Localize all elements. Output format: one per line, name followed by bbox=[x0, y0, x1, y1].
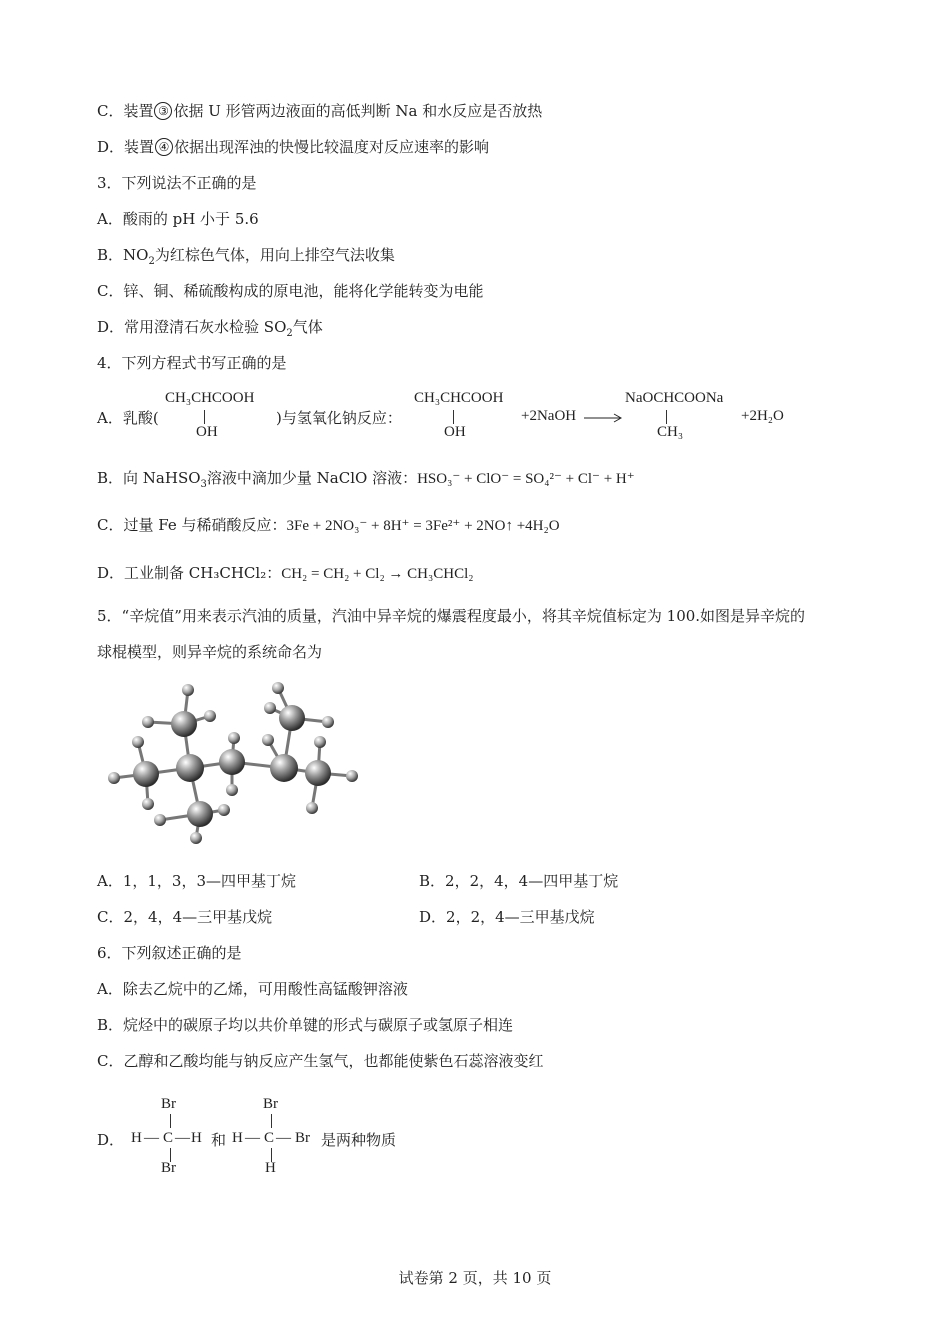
q4-option-b: B．向 NaHSO$_3$溶液中滴加少量 NaClO 溶液：HSO₃⁻ + ClO⁻ = SO₄²⁻ + Cl⁻ + H⁺ bbox=[97, 469, 635, 490]
bond-line bbox=[666, 410, 667, 424]
q5-option-a: A．1，1，3，3—四甲基丁烷 bbox=[97, 872, 297, 890]
circled-number: ③ bbox=[154, 102, 172, 120]
q4-option-b-equation: HSO₃⁻ + ClO⁻ = SO₄²⁻ + Cl⁻ + H⁺ bbox=[417, 471, 635, 487]
naoh-reagent: +2NaOH bbox=[521, 408, 577, 424]
q5-option-c: C．2，4，4—三甲基戊烷 bbox=[97, 908, 273, 926]
bond-dash: — bbox=[175, 1130, 190, 1146]
sodium-lactate-product-bottom: CH₃ bbox=[657, 424, 684, 440]
bond-line bbox=[453, 410, 454, 424]
q6-option-d-and: 和 bbox=[211, 1131, 227, 1149]
q6-option-d-label: D． bbox=[97, 1131, 125, 1149]
q4-stem: 4．下列方程式书写正确的是 bbox=[97, 354, 287, 372]
bond-line bbox=[271, 1114, 272, 1128]
q2-option-c: C．装置 ③ 依据 U 形管两边液面的高低判断 Na 和水反应是否放热 bbox=[97, 102, 543, 120]
q6-option-b: B．烷烃中的碳原子均以共价单键的形式与碳原子或氢原子相连 bbox=[97, 1016, 514, 1034]
q4-option-c-equation: 3Fe + 2NO₃⁻ + 8H⁺ = 3Fe²⁺ + 2NO↑ +4H₂O bbox=[286, 518, 560, 534]
q2-option-d: D．装置 ④ 依据出现浑浊的快慢比较温度对反应速率的影响 bbox=[97, 138, 490, 156]
q6-option-d-text: 是两种物质 bbox=[321, 1131, 397, 1149]
water-product: +2H₂O bbox=[741, 408, 784, 424]
bond-line bbox=[204, 410, 205, 424]
lactic-acid-formula-bottom: OH bbox=[196, 424, 218, 440]
q5-stem-line2: 球棍模型，则异辛烷的系统命名为 bbox=[97, 643, 323, 661]
q3-option-b: B．$NO_2$为红棕色气体，用向上排空气法收集 bbox=[97, 246, 395, 267]
q3-option-a: A．酸雨的 pH 小于 5.6 bbox=[97, 210, 259, 228]
structure2-right-br: Br bbox=[295, 1130, 310, 1146]
q6-option-a: A．除去乙烷中的乙烯，可用酸性高锰酸钾溶液 bbox=[97, 980, 408, 998]
structure1-left-h: H bbox=[131, 1130, 142, 1146]
structure1-bottom-br: Br bbox=[161, 1160, 176, 1176]
bond-line bbox=[170, 1114, 171, 1128]
sodium-lactate-product-top: NaOCHCOONa bbox=[625, 390, 724, 406]
structure1-right-h: H bbox=[191, 1130, 202, 1146]
structure2-top-br: Br bbox=[263, 1096, 278, 1112]
bond-dash: — bbox=[276, 1130, 291, 1146]
page-footer: 试卷第 2 页，共 10 页 bbox=[398, 1269, 552, 1287]
circled-number: ④ bbox=[155, 138, 173, 156]
q3-option-d: D．常用澄清石灰水检验 $SO_2$气体 bbox=[97, 318, 323, 339]
lactic-acid-reactant-top: CH₃CHCOOH bbox=[414, 390, 504, 406]
q3-stem: 3．下列说法不正确的是 bbox=[97, 174, 257, 192]
structure1-top-br: Br bbox=[161, 1096, 176, 1112]
structure2-bottom-h: H bbox=[265, 1160, 276, 1176]
q3-option-c: C．锌、铜、稀硫酸构成的原电池，能将化学能转变为电能 bbox=[97, 282, 484, 300]
q4-option-d: D．工业制备 CH₃CHCl₂：CH₂ = CH₂ + Cl₂ → CH₃CHCl₂ bbox=[97, 564, 474, 582]
structure1-carbon: C bbox=[163, 1130, 174, 1146]
bond-dash: — bbox=[245, 1130, 260, 1146]
q4-option-d-equation: CH₂ = CH₂ + Cl₂ → CH₃CHCl₂ bbox=[281, 566, 474, 582]
structure2-carbon: C bbox=[264, 1130, 275, 1146]
reaction-arrow bbox=[584, 412, 624, 424]
q4-option-a-label: A．乳酸( bbox=[97, 409, 159, 427]
q6-stem: 6．下列叙述正确的是 bbox=[97, 944, 242, 962]
q5-stem-line1: 5．“辛烷值”用来表示汽油的质量，汽油中异辛烷的爆震程度最小，将其辛烷值标定为 100.如图是异辛烷的 bbox=[97, 607, 806, 625]
lactic-acid-formula-top: CH₃CHCOOH bbox=[165, 390, 255, 406]
bond-dash: — bbox=[144, 1130, 159, 1146]
q4-option-c: C．过量 Fe 与稀硝酸反应：3Fe + 2NO₃⁻ + 8H⁺ = 3Fe²⁺ + 2NO↑ +4H₂O bbox=[97, 516, 560, 534]
q5-option-d: D．2，2，4—三甲基戊烷 bbox=[419, 908, 595, 926]
q4-option-a-mid: )与氢氧化钠反应： bbox=[276, 409, 402, 427]
q6-option-c: C．乙醇和乙酸均能与钠反应产生氢气，也都能使紫色石蕊溶液变红 bbox=[97, 1052, 544, 1070]
isooctane-ball-stick-model bbox=[100, 678, 370, 848]
q5-option-b: B．2，2，4，4—四甲基丁烷 bbox=[419, 872, 619, 890]
structure2-left-h: H bbox=[232, 1130, 243, 1146]
lactic-acid-reactant-bottom: OH bbox=[444, 424, 466, 440]
